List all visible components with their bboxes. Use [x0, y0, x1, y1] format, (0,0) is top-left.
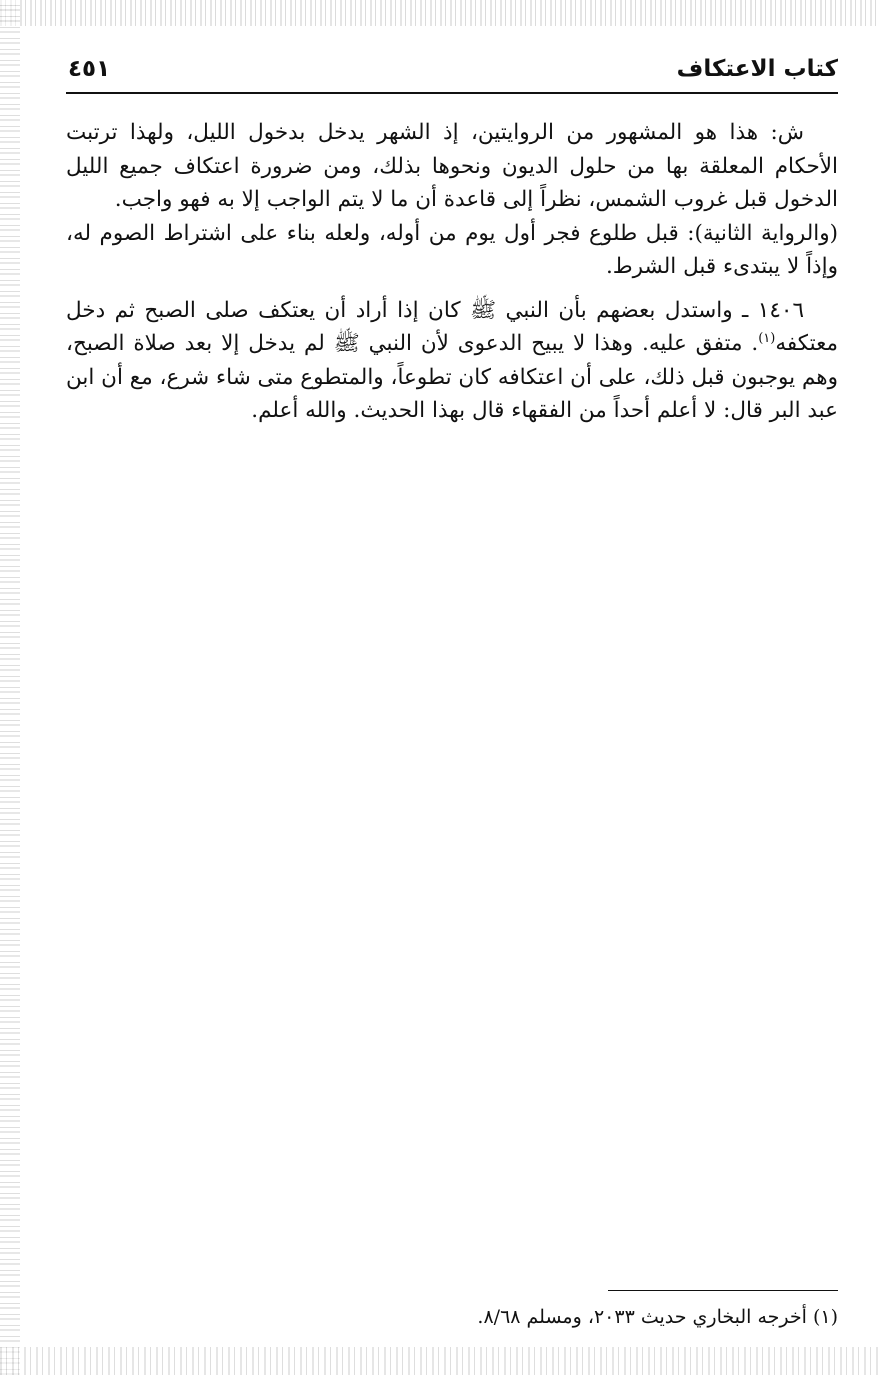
scan-border-bottom: [0, 1347, 879, 1375]
page-number: ٤٥١: [68, 56, 111, 82]
paragraph-1406-text-before: ١٤٠٦ ـ واستدل بعضهم بأن النبي ﷺ كان إذا أراد أن يعتكف صلى الصبح ثم دخل معتكفه: [66, 297, 838, 356]
paragraph-commentary: ش: هذا هو المشهور من الروايتين، إذ الشهر يدخل بدخول الليل، ولهذا ترتبت الأحكام المعلقة بها من حلول الديون ونحوها بذلك، ومن ضرورة اعتكاف جميع الليل الدخول قبل غروب الشمس، نظراً إلى قاعدة أن ما لا يتم الواجب إلا به فهو واجب.: [66, 120, 838, 212]
paragraph-1406: [66, 294, 838, 428]
page-header: [66, 50, 838, 94]
footnote: (١) أخرجه البخاري حديث ٢٠٣٣، ومسلم ٨/٦٨.: [477, 1306, 838, 1328]
body-text: [66, 116, 838, 428]
scan-border-left: [0, 0, 20, 1375]
paragraph-1406-text-after: . متفق عليه. وهذا لا يبيح الدعوى لأن النبي ﷺ لم يدخل إلا بعد صلاة الصبح، وهم يوجبون قبل ذلك، على أن اعتكافه كان تطوعاً، والمتطوع متى شاء شرع، مع أن ابن عبد البر قال: لا أعلم أحداً من الفقهاء قال بهذا الحديث. والله أعلم.: [66, 331, 838, 423]
paragraph-second-narration: (والرواية الثانية): قبل طلوع فجر أول يوم من أوله، ولعله بناء على اشتراط الصوم له، وإذاً لا يبتدىء قبل الشرط.: [66, 220, 838, 279]
scan-border-top: [0, 0, 879, 26]
footnote-divider: [608, 1290, 838, 1291]
running-title: كتاب الاعتكاف: [676, 56, 838, 82]
footnote-reference: (١): [758, 330, 776, 346]
